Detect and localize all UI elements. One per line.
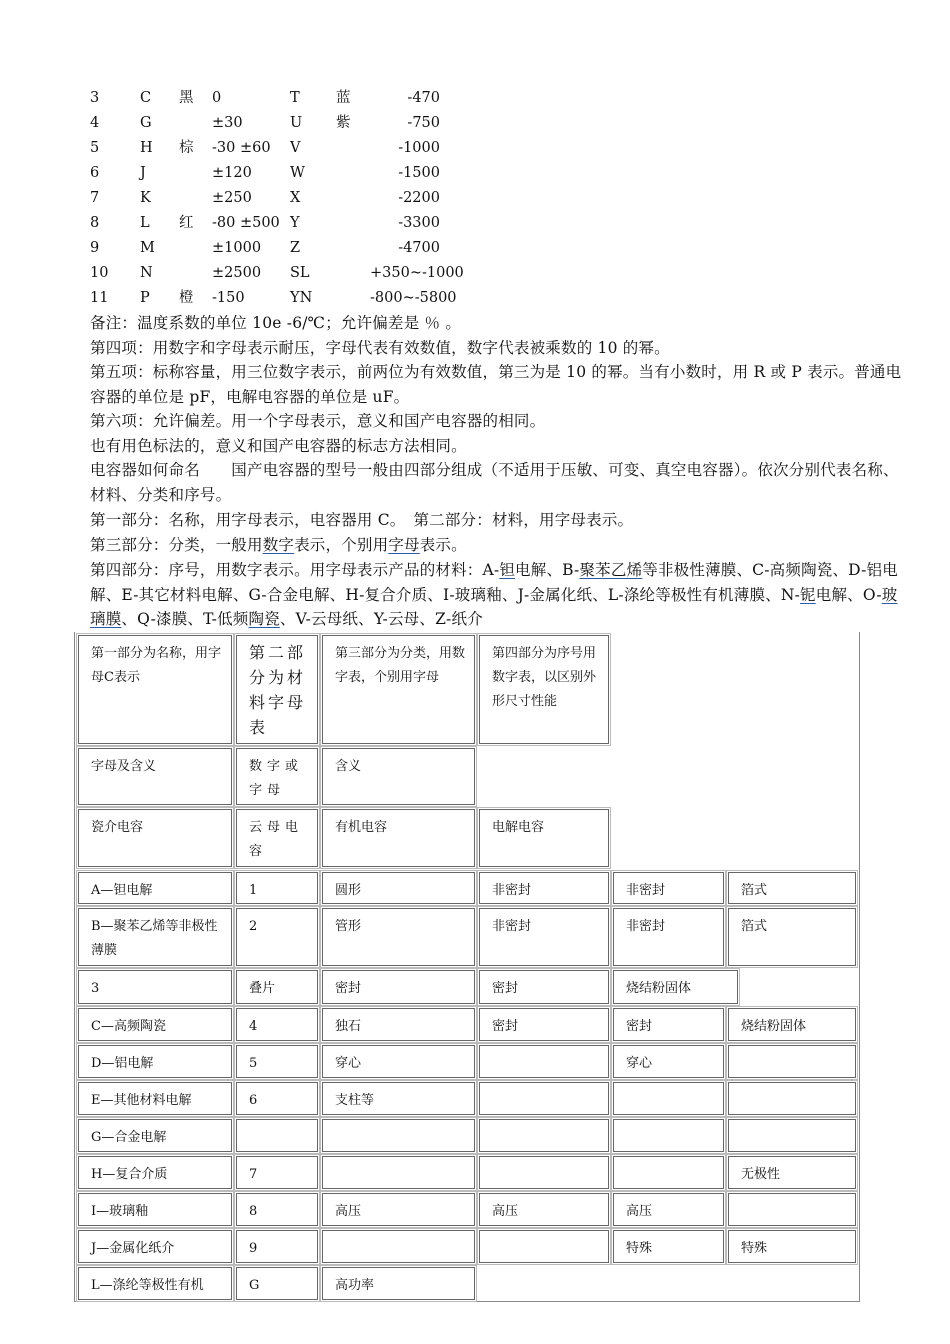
table-cell — [236, 1119, 318, 1152]
header-classification-cell: 第三部分为分类，用数字表，个别用字母 — [322, 635, 475, 744]
table-cell: 7 — [236, 1156, 318, 1189]
table-cell: 叠片 — [236, 970, 318, 1004]
table-cell: G — [236, 1267, 318, 1300]
table-cell: C—高频陶瓷 — [78, 1008, 232, 1041]
table-cell: 无极性 — [728, 1156, 856, 1189]
glass-film-link[interactable]: 玻璃膜 — [90, 585, 898, 629]
code-cell: 5 — [90, 140, 100, 156]
code-cell: 8 — [90, 215, 100, 231]
table-cell: E—其他材料电解 — [78, 1082, 232, 1115]
table-cell: 1 — [236, 872, 318, 904]
table-cell: 2 — [236, 908, 318, 966]
table-cell: 6 — [236, 1082, 318, 1115]
code-cell: -3300 — [398, 215, 440, 231]
code-cell: 蓝 — [336, 90, 351, 106]
table-cell: 非密封 — [613, 872, 724, 904]
table-cell — [728, 1045, 856, 1078]
code-cell: -150 — [212, 290, 245, 306]
code-cell: ±120 — [212, 165, 252, 181]
item-6-paragraph: 第六项：允许偏差。用一个字母表示，意义和国产电容器的相同。 — [90, 412, 546, 430]
digits-link[interactable]: 数字 — [262, 536, 295, 554]
code-cell: 橙 — [179, 290, 194, 306]
table-cell: 9 — [236, 1230, 318, 1263]
table-cell: 5 — [236, 1045, 318, 1078]
code-cell: P — [140, 290, 150, 306]
table-cell — [613, 1082, 724, 1115]
code-cell: +350~-1000 — [370, 265, 464, 281]
table-cell: 高压 — [322, 1193, 475, 1226]
table-cell — [479, 1045, 609, 1078]
code-cell: L — [140, 215, 150, 231]
part-3-text: 表示，个别用 — [294, 536, 389, 554]
table-cell: 管形 — [322, 908, 475, 966]
table-cell: 非密封 — [479, 872, 609, 904]
table-cell: L—涤纶等极性有机 — [78, 1267, 232, 1300]
table-cell: 箔式 — [728, 872, 856, 904]
mica-capacitor-header: 云母电容 — [236, 809, 318, 867]
item-4-paragraph: 第四项：用数字和字母表示耐压，字母代表有效数值，数字代表被乘数的 10 的幂。 — [90, 339, 670, 357]
code-cell: T — [290, 90, 300, 106]
table-cell: 独石 — [322, 1008, 475, 1041]
table-cell: 8 — [236, 1193, 318, 1226]
table-cell: 非密封 — [613, 908, 724, 966]
header-serial-cell: 第四部分为序号用数字表，以区别外形尺寸性能 — [479, 635, 609, 744]
table-cell: 密封 — [479, 1008, 609, 1041]
table-cell: 高功率 — [322, 1267, 475, 1300]
header-name-cell: 第一部分为名称，用字母C表示 — [78, 635, 232, 744]
electrolytic-capacitor-header: 电解电容 — [479, 809, 609, 867]
part-3-text: 表示。 — [419, 536, 467, 554]
code-cell: V — [290, 140, 301, 156]
table-cell: 4 — [236, 1008, 318, 1041]
code-cell: 红 — [179, 215, 194, 231]
niobium-link[interactable]: 铌 — [800, 585, 816, 604]
code-cell: 10 — [90, 265, 109, 281]
code-cell: Y — [290, 215, 300, 231]
table-cell: 密封 — [479, 970, 609, 1004]
table-cell: 烧结粉固体 — [728, 1008, 856, 1041]
code-cell: 4 — [90, 115, 100, 131]
table-cell — [479, 1156, 609, 1189]
table-cell: 高压 — [613, 1193, 724, 1226]
table-cell — [613, 1119, 724, 1152]
tantalum-link[interactable]: 钽 — [499, 561, 516, 579]
code-cell: -2200 — [398, 190, 440, 206]
table-cell: A—钽电解 — [78, 872, 232, 904]
meaning-header: 含义 — [322, 748, 475, 805]
table-cell — [322, 1119, 475, 1152]
table-cell: J—金属化纸介 — [78, 1230, 232, 1263]
code-cell: -1000 — [398, 140, 440, 156]
table-cell: 3 — [78, 970, 232, 1004]
part-4-text: 等非极性薄膜、C-高频陶瓷、D-铝电解、E-其它材料电解、G-合金电解、H-复合介质、I-玻璃釉、J-金属化纸、L-涤纶等极性有机薄膜、N- — [90, 561, 898, 604]
code-cell: ±2500 — [212, 265, 262, 281]
code-cell: M — [140, 240, 155, 256]
code-cell: 紫 — [336, 115, 351, 131]
code-cell: 棕 — [179, 140, 194, 156]
part-3-text: 第三部分：分类，一般用 — [90, 536, 263, 554]
code-cell: ±1000 — [212, 240, 262, 256]
code-cell: -750 — [407, 115, 440, 131]
code-cell: -80 ±500 — [212, 215, 280, 231]
code-cell: -800~-5800 — [370, 290, 457, 306]
organic-capacitor-header: 有机电容 — [322, 809, 475, 867]
table-cell — [728, 1082, 856, 1115]
code-cell: H — [140, 140, 153, 156]
table-cell: 高压 — [479, 1193, 609, 1226]
naming-paragraph: 电容器如何命名 国产电容器的型号一般由四部分组成（不适用于压敏、可变、真空电容器）。依次分别代表名称、材料、分类和序号。 — [90, 461, 899, 504]
code-cell: N — [140, 265, 153, 281]
code-cell: U — [290, 115, 303, 131]
table-cell: 密封 — [613, 1008, 724, 1041]
part-4-text: 电解、B- — [515, 561, 580, 579]
part-4-text: 第四部分：序号，用数字表示。用字母表示产品的材料：A- — [90, 561, 500, 579]
code-cell: 7 — [90, 190, 100, 206]
code-cell: -470 — [407, 90, 440, 106]
table-cell: 箔式 — [728, 908, 856, 966]
table-cell — [479, 1119, 609, 1152]
code-cell: YN — [290, 290, 313, 306]
part-4-text: 电解、O- — [815, 585, 882, 604]
code-cell: ±250 — [212, 190, 252, 206]
code-cell: 9 — [90, 240, 100, 256]
code-cell: Z — [290, 240, 301, 256]
code-cell: -1500 — [398, 165, 440, 181]
part-3-paragraph — [90, 533, 908, 558]
ceramic-capacitor-header: 瓷介电容 — [78, 809, 232, 867]
part-4-text: 、Q-漆膜、T-低频 — [121, 610, 249, 629]
part-1-2-paragraph: 第一部分：名称，用字母表示，电容器用 C。 第二部分：材料，用字母表示。 — [90, 511, 634, 529]
table-cell: 穿心 — [613, 1045, 724, 1078]
table-cell: 穿心 — [322, 1045, 475, 1078]
table-cell — [322, 1230, 475, 1263]
color-code-paragraph: 也有用色标法的，意义和国产电容器的标志方法相同。 — [90, 437, 467, 455]
code-cell: -4700 — [398, 240, 440, 256]
letters-link[interactable]: 字母 — [388, 536, 420, 554]
code-cell: 0 — [212, 90, 222, 106]
code-cell: G — [140, 115, 152, 131]
item-5-paragraph: 第五项：标称容量，用三位数字表示，前两位为有效数值，第三为是 10 的幂。当有小数时，用 R 或 P 表示。普通电容器的单位是 pF，电解电容器的单位是 uF。 — [90, 363, 902, 406]
note-paragraph: 备注：温度系数的单位 10e -6/℃；允许偏差是 ％ 。 — [90, 314, 462, 332]
code-cell: 3 — [90, 90, 100, 106]
code-cell: SL — [290, 265, 310, 281]
table-cell — [322, 1156, 475, 1189]
table-cell: 特殊 — [613, 1230, 724, 1263]
table-cell: 特殊 — [728, 1230, 856, 1263]
table-cell: G—合金电解 — [78, 1119, 232, 1152]
table-cell — [728, 1119, 856, 1152]
code-cell: K — [140, 190, 151, 206]
code-cell: 6 — [90, 165, 100, 181]
table-cell: 支柱等 — [322, 1082, 475, 1115]
part-4-paragraph — [90, 558, 908, 632]
table-cell: B—聚苯乙烯等非极性薄膜 — [78, 908, 232, 966]
code-cell: C — [140, 90, 152, 106]
ceramic-link[interactable]: 陶瓷 — [248, 610, 280, 629]
table-cell: I—玻璃釉 — [78, 1193, 232, 1226]
code-cell: -30 ±60 — [212, 140, 271, 156]
part-4-text: 、V-云母纸、Y-云母、Z-纸介 — [279, 610, 483, 629]
table-cell: 非密封 — [479, 908, 609, 966]
table-cell: 密封 — [322, 970, 475, 1004]
table-cell: 烧结粉固体 — [613, 970, 738, 1004]
table-cell — [728, 1193, 856, 1226]
code-cell: J — [140, 165, 146, 181]
code-cell: W — [290, 165, 305, 181]
table-cell: H—复合介质 — [78, 1156, 232, 1189]
code-cell: ±30 — [212, 115, 243, 131]
code-cell: 11 — [90, 290, 109, 306]
table-cell — [479, 1082, 609, 1115]
code-cell: X — [290, 190, 301, 206]
polystyrene-link[interactable]: 聚苯乙烯 — [579, 561, 643, 579]
table-cell: 圆形 — [322, 872, 475, 904]
table-cell — [479, 1230, 609, 1263]
letter-meaning-header: 字母及含义 — [78, 748, 232, 805]
table-cell — [613, 1156, 724, 1189]
code-cell: 黑 — [179, 90, 194, 106]
table-cell: D—铝电解 — [78, 1045, 232, 1078]
header-material-cell: 第二部分为材料字母表 — [236, 635, 318, 744]
digit-letter-header: 数字或字母 — [236, 748, 318, 805]
